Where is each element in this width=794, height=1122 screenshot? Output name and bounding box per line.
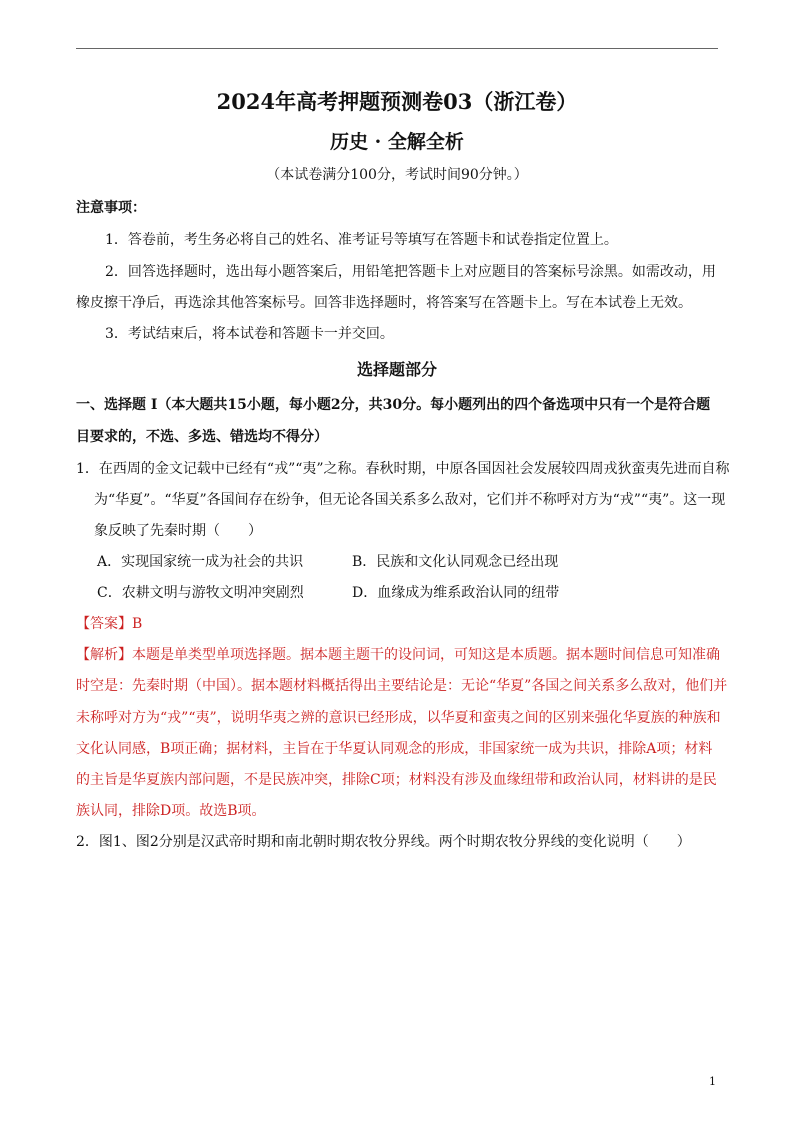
page-title: 2024年高考押题预测卷03（浙江卷） xyxy=(216,89,578,114)
q1-option-c: C．农耕文明与游牧文明冲突剧烈 xyxy=(97,585,304,601)
exam-meta: （本试卷满分100分，考试时间90分钟。） xyxy=(266,167,528,183)
section-instruction-line-2: 目要求的，不选、多选、错选均不得分） xyxy=(76,429,328,445)
section-title: 选择题部分 xyxy=(356,360,437,379)
q1-analysis-line-2: 时空是：先秦时期（中国）。据本题材料概括得出主要结论是：无论“华夏”各国之间关系多么敌对，他们并 xyxy=(76,678,728,694)
page-subtitle: 历史 · 全解全析 xyxy=(330,131,464,153)
q1-analysis-line-1: 【解析】本题是单类型单项选择题。据本题主题干的设问词，可知这是本质题。据本题时间信息可知准确 xyxy=(76,647,720,663)
q1-answer: 【答案】B xyxy=(76,616,143,632)
notice-heading: 注意事项： xyxy=(76,200,146,216)
q1-option-b: B．民族和文化认同观念已经出现 xyxy=(352,554,559,570)
notice-item-3: 3．考试结束后，将本试卷和答题卡一并交回。 xyxy=(105,326,394,342)
q1-stem-line-3: 象反映了先秦时期（ ） xyxy=(94,523,262,539)
q1-analysis-line-6: 族认同，排除D项。故选B项。 xyxy=(76,803,266,819)
q1-analysis-line-4: 文化认同感，B项正确；据材料，主旨在于华夏认同观念的形成，非国家统一成为共识，排除A项；材料 xyxy=(76,741,713,757)
page-number: 1 xyxy=(709,1075,716,1088)
notice-item-2-cont: 橡皮擦干净后，再选涂其他答案标号。回答非选择题时，将答案写在答题卡上。写在本试卷上无效。 xyxy=(76,295,692,311)
notice-item-2: 2．回答选择题时，选出每小题答案后，用铅笔把答题卡上对应题目的答案标号涂黑。如需改动，用 xyxy=(105,264,716,280)
q1-stem-line-1: 1．在西周的金文记载中已经有“戎”“夷”之称。春秋时期，中原各国因社会发展较四周戎狄蛮夷先进而自称 xyxy=(76,461,730,477)
q1-analysis-line-3: 未称呼对方为“戎”“夷”，说明华夷之辨的意识已经形成，以华夏和蛮夷之间的区别来强化华夏族的种族和 xyxy=(76,710,721,726)
section-instruction-line-1: 一、选择题 I（本大题共15小题，每小题2分，共30分。每小题列出的四个备选项中只有一个是符合题 xyxy=(76,397,711,413)
q2-stem: 2．图1、图2分别是汉武帝时期和南北朝时期农牧分界线。两个时期农牧分界线的变化说明（ ） xyxy=(76,834,691,850)
q1-option-a: A．实现国家统一成为社会的共识 xyxy=(97,554,304,570)
q1-stem-line-2: 为“华夏”。“华夏”各国间存在纷争，但无论各国关系多么敌对，它们并不称呼对方为“戎”“夷”。这一现 xyxy=(94,492,726,508)
header-rule xyxy=(76,48,718,49)
notice-item-1: 1．答卷前，考生务必将自己的姓名、准考证号等填写在答题卡和试卷指定位置上。 xyxy=(105,232,618,248)
q1-option-d: D．血缘成为维系政治认同的纽带 xyxy=(352,585,560,601)
q1-analysis-line-5: 的主旨是华夏族内部问题，不是民族冲突，排除C项；材料没有涉及血缘纽带和政治认同，材料讲的是民 xyxy=(76,772,717,788)
